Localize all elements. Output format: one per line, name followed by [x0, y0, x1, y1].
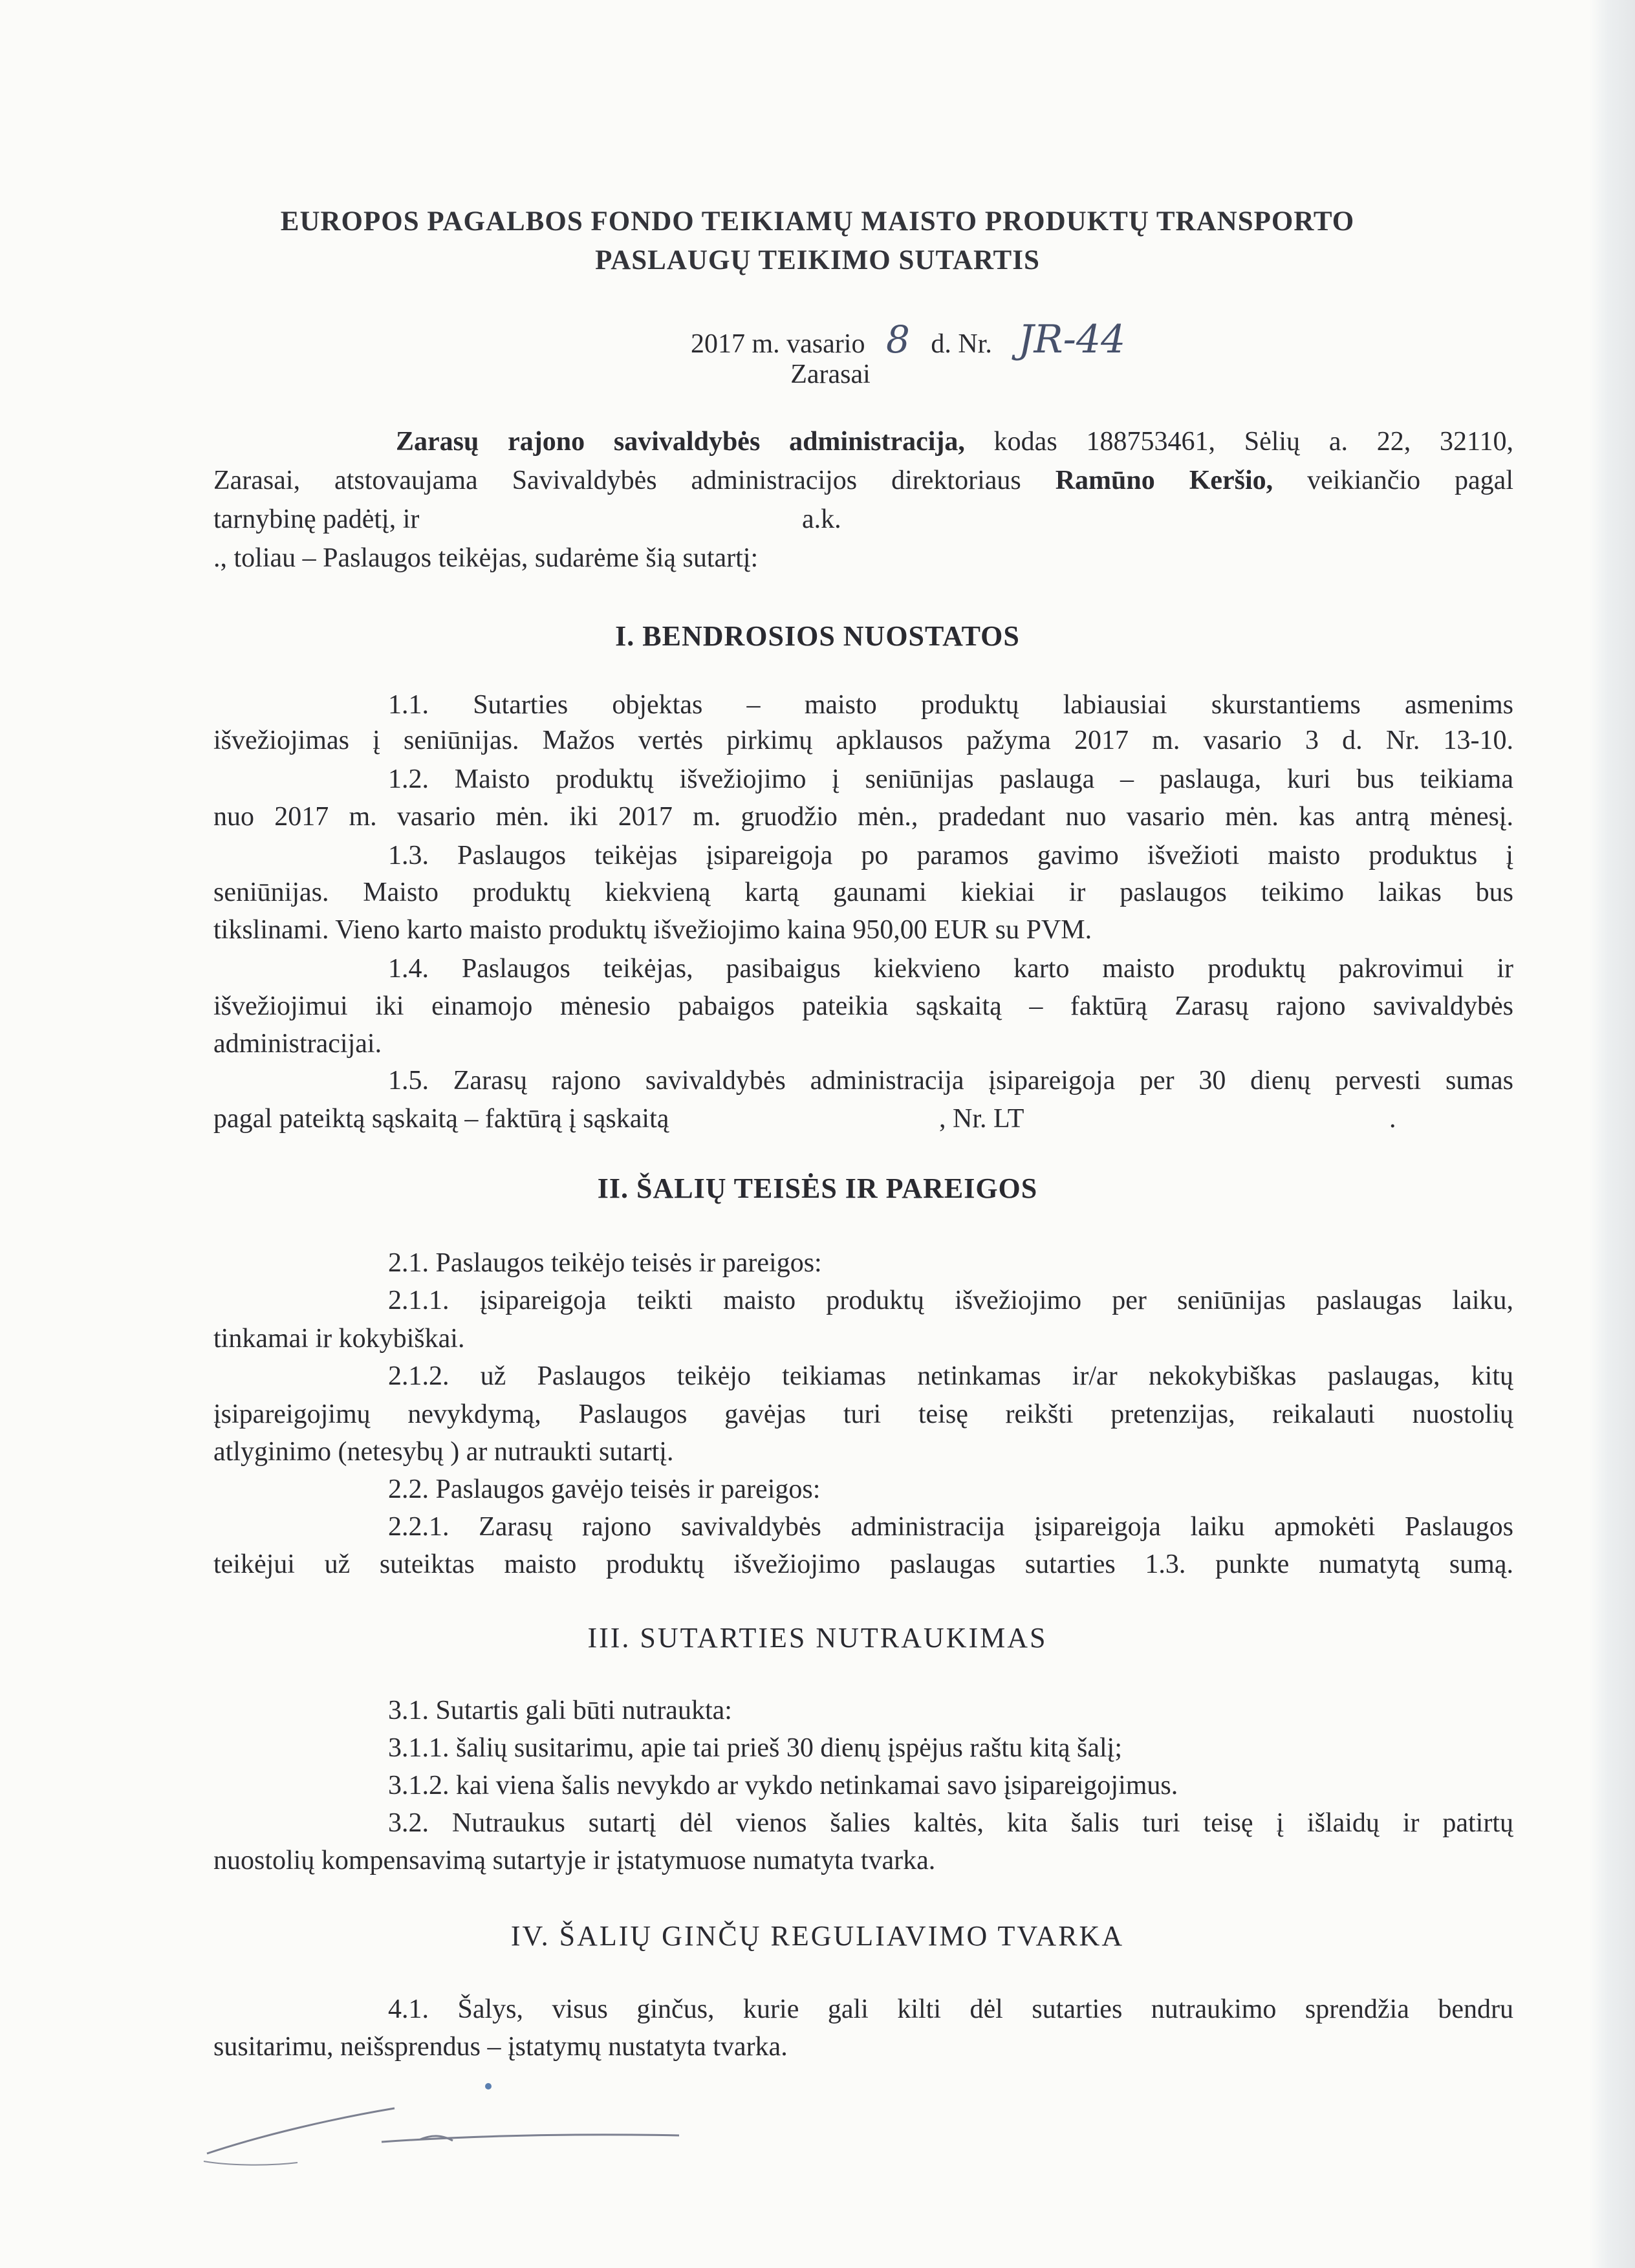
- s1-line-end: .: [1389, 1104, 1396, 1134]
- contract-date: [691, 317, 1126, 362]
- section1-heading: I. BENDROSIOS NUOSTATOS: [615, 620, 1020, 652]
- section3-heading: III. SUTARTIES NUTRAUKIMAS: [587, 1622, 1048, 1654]
- s1-line: 1.3. Paslaugos teikėjas įsipareigoja po paramos gavimo išvežioti maisto produktus į: [388, 841, 1513, 870]
- contract-place: Zarasai: [790, 360, 871, 389]
- s2-line: 2.2. Paslaugos gavėjo teisės ir pareigos:: [388, 1474, 821, 1504]
- s2-line: 2.1.1. įsipareigoja teikti maisto produktų išvežiojimo per seniūnijas paslaugas laiku,: [388, 1286, 1513, 1315]
- s1-line: 1.4. Paslaugos teikėjas, pasibaigus kiekvieno karto maisto produktų pakrovimui ir: [388, 954, 1513, 984]
- s1-line: tikslinami. Vieno karto maisto produktų išvežiojimo kaina 950,00 EUR su PVM.: [213, 915, 1092, 945]
- s4-line: susitarimu, neišsprendus – įstatymų nustatyta tvarka.: [213, 2032, 788, 2062]
- s1-line: išvežiojimui iki einamojo mėnesio pabaigos pateikia sąskaitą – faktūrą Zarasų rajono savivaldybės: [213, 991, 1513, 1021]
- contract-number-handwritten: JR-44: [1018, 317, 1126, 362]
- s1-line: 1.5. Zarasų rajono savivaldybės administracija įsipareigoja per 30 dienų pervesti sumas: [388, 1066, 1513, 1096]
- party-name: Zarasų rajono savivaldybės administracija,: [396, 427, 965, 457]
- s3-line: 3.1.2. kai viena šalis nevykdo ar vykdo netinkamai savo įsipareigojimus.: [388, 1771, 1178, 1800]
- s1-line: nuo 2017 m. vasario mėn. iki 2017 m. gruodžio mėn., pradedant nuo vasario mėn. kas antrą mėnesį.: [213, 802, 1513, 832]
- s2-line: 2.2.1. Zarasų rajono savivaldybės administracija įsipareigoja laiku apmokėti Paslaugos: [388, 1512, 1513, 1542]
- s1-line: 1.2. Maisto produktų išvežiojimo į seniūnijas paslauga – paslauga, kuri bus teikiama: [388, 764, 1513, 794]
- s1-line: išvežiojimas į seniūnijas. Mažos vertės pirkimų apklausos pažyma 2017 m. vasario 3 d. Nr. 13-10.: [213, 726, 1513, 755]
- s1-line: seniūnijas. Maisto produktų kiekvieną kartą gaunami kiekiai ir paslaugos teikimo laikas bus: [213, 878, 1513, 907]
- s1-line: 1.1. Sutarties objektas – maisto produktų labiausiai skurstantiems asmenims: [388, 690, 1513, 720]
- s4-line: 4.1. Šalys, visus ginčus, kurie gali kilti dėl sutarties nutraukimo sprendžia bendru: [388, 1994, 1513, 2024]
- date-prefix: 2017 m. vasario: [691, 329, 865, 359]
- s1-line-account: , Nr. LT: [939, 1104, 1024, 1134]
- s2-line: 2.1. Paslaugos teikėjo teisės ir pareigos:: [388, 1248, 822, 1278]
- s1-line: pagal pateiktą sąskaitą – faktūrą į sąskaitą: [213, 1104, 669, 1134]
- s2-line: atlyginimo (netesybų ) ar nutraukti sutartį.: [213, 1437, 674, 1467]
- contract-title-line1: EUROPOS PAGALBOS FONDO TEIKIAMŲ MAISTO PRODUKTŲ TRANSPORTO: [280, 206, 1355, 237]
- s3-line: nuostolių kompensavimą sutartyje ir įstatymuose numatyta tvarka.: [213, 1846, 936, 1875]
- s3-line: 3.2. Nutraukus sutartį dėl vienos šalies kaltės, kita šalis turi teisę į išlaidų ir patirtų: [388, 1808, 1513, 1838]
- date-mid: d. Nr.: [931, 329, 992, 359]
- section2-heading: II. ŠALIŲ TEISĖS IR PAREIGOS: [597, 1172, 1038, 1204]
- preamble-line2: Zarasai, atstovaujama Savivaldybės administracijos direktoriaus Ramūno Keršio, veikiančio pagal: [213, 466, 1513, 495]
- section4-heading: IV. ŠALIŲ GINČŲ REGULIAVIMO TVARKA: [510, 1920, 1125, 1952]
- s3-line: 3.1.1. šalių susitarimu, apie tai prieš 30 dienų įspėjus raštu kitą šalį;: [388, 1733, 1122, 1763]
- s2-line: 2.1.2. už Paslaugos teikėjo teikiamas netinkamas ir/ar nekokybiškas paslaugas, kitų: [388, 1361, 1513, 1391]
- s3-line: 3.1. Sutartis gali būti nutraukta:: [388, 1696, 732, 1725]
- preamble-line1: Zarasų rajono savivaldybės administracija, kodas 188753461, Sėlių a. 22, 32110,: [396, 427, 1513, 457]
- contract-title-line2: PASLAUGŲ TEIKIMO SUTARTIS: [595, 245, 1040, 275]
- director-name: Ramūno Keršio,: [1055, 466, 1273, 495]
- signature-scribble: [188, 2057, 770, 2186]
- preamble-line3-start: tarnybinę padėtį, ir: [213, 504, 420, 534]
- preamble-line3-ak: a.k.: [802, 504, 841, 534]
- s1-line: administracijai.: [213, 1029, 382, 1059]
- s2-line: teikėjui už suteiktas maisto produktų išvežiojimo paslaugas sutarties 1.3. punkte numatytą sumą.: [213, 1550, 1513, 1579]
- preamble-line4: ., toliau – Paslaugos teikėjas, sudarėme šią sutartį:: [213, 543, 759, 573]
- s2-line: įsipareigojimų nevykdymą, Paslaugos gavėjas turi teisę reikšti pretenzijas, reikalauti nuostolių: [213, 1399, 1513, 1429]
- date-day-handwritten: 8: [885, 318, 910, 362]
- s2-line: tinkamai ir kokybiškai.: [213, 1324, 465, 1354]
